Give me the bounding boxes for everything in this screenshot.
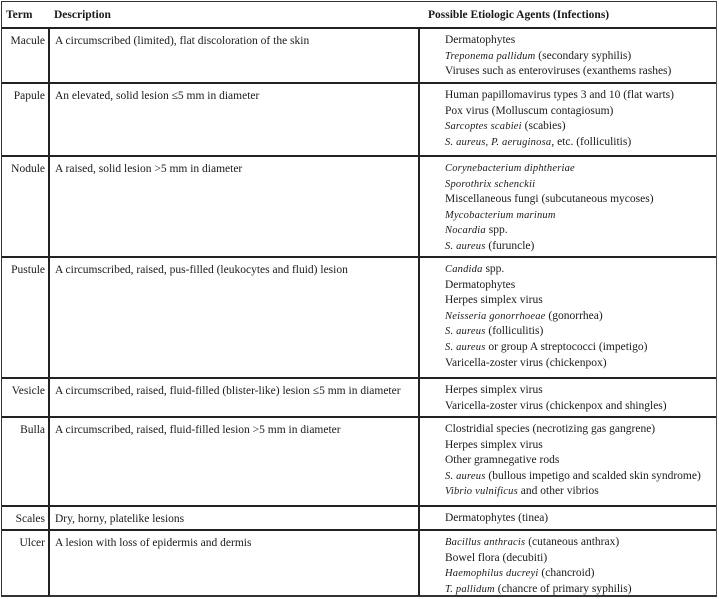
agent-item [445, 104, 716, 120]
agents-cell [420, 379, 716, 416]
agent-text: Herpes simplex virus [445, 294, 543, 307]
agent-item [445, 309, 716, 325]
agent-item [445, 223, 716, 239]
agent-item [445, 177, 716, 193]
agent-species-name: Nocardia [445, 225, 486, 237]
agent-species-name: S. aureus [445, 240, 486, 252]
description-cell: A circumscribed (limited), flat discoloration of the skin [50, 29, 420, 82]
agent-item [445, 535, 716, 551]
agent-species-name: T. pallidum [445, 583, 495, 595]
agent-species-name: Bacillus anthracis [445, 537, 526, 548]
agent-text: (scabies) [521, 120, 566, 133]
agent-species-name: Sporothrix schenckii [445, 178, 536, 190]
header-agents: Possible Etiologic Agents (Infections) [428, 9, 610, 21]
agent-text: Dermatophytes [445, 34, 516, 46]
table-row-nodule [2, 157, 716, 258]
agent-text: Herpes simplex virus [445, 438, 543, 451]
agent-text: Miscellaneous fungi (subcutaneous mycoses) [445, 193, 654, 206]
table-row-macule [2, 29, 716, 84]
agent-item [445, 64, 716, 80]
description-cell: A raised, solid lesion >5 mm in diameter [50, 157, 420, 256]
agent-item [445, 356, 716, 372]
agent-item [445, 383, 716, 399]
agent-text: Human papillomavirus types 3 and 10 (flat warts) [445, 89, 674, 101]
agents-cell [420, 418, 716, 505]
agent-item [445, 484, 716, 500]
table-row-ulcer [2, 531, 716, 596]
agents-cell [420, 531, 716, 596]
agent-item [445, 161, 716, 177]
term-cell: Papule [2, 84, 50, 155]
term-cell: Scales [2, 507, 50, 529]
agent-text: Clostridial species (necrotizing gas gangrene) [445, 423, 656, 435]
agent-item [445, 262, 716, 278]
agent-item [445, 49, 716, 65]
agent-species-name: S. aureus, P. aeruginosa [445, 136, 552, 148]
agent-text: Herpes simplex virus [445, 384, 543, 396]
agent-item [445, 293, 716, 309]
agent-item [445, 511, 716, 527]
table-row-pustule [2, 258, 716, 379]
agent-item [445, 469, 716, 485]
agent-text: Varicella-zoster virus (chickenpox) [445, 356, 607, 369]
agent-item [445, 438, 716, 454]
agent-text: (chancre of primary syphilis) [494, 582, 632, 595]
agent-text: Pox virus (Molluscum contagiosum) [445, 104, 614, 117]
agents-cell [420, 258, 716, 377]
term-cell: Vesicle [2, 379, 50, 416]
agent-text: (secondary syphilis) [535, 49, 632, 62]
agent-item [445, 582, 716, 598]
agent-item [445, 208, 716, 224]
description-cell: A circumscribed, raised, fluid-filled lesion >5 mm in diameter [50, 418, 420, 505]
term-cell: Macule [2, 29, 50, 82]
agent-text: (bullous impetigo and scalded skin syndrome) [485, 469, 701, 482]
agent-text: Dermatophytes [445, 278, 516, 291]
agent-species-name: Treponema pallidum [445, 50, 536, 62]
header-term: Term [6, 9, 33, 21]
agent-item [445, 399, 716, 415]
agent-text: Dermatophytes (tinea) [445, 512, 549, 524]
agent-species-name: Neisseria gonorrhoeae [445, 310, 546, 322]
description-cell: Dry, horny, platelike lesions [50, 507, 420, 529]
skin-lesions-table [1, 1, 717, 597]
term-cell: Ulcer [2, 531, 50, 596]
agents-cell [420, 29, 716, 82]
description-cell: A lesion with loss of epidermis and dermis [50, 531, 420, 596]
agents-cell [420, 157, 716, 256]
agent-item [445, 33, 716, 49]
agent-item [445, 551, 716, 567]
agent-text: (folliculitis) [485, 325, 544, 338]
agent-species-name: Mycobacterium marinum [445, 209, 556, 221]
agent-text: Viruses such as enteroviruses (exanthems rashes) [445, 65, 672, 78]
agent-species-name: Vibrio vulnificus [445, 486, 518, 498]
description-cell: A circumscribed, raised, pus-filled (leukocytes and fluid) lesion [50, 258, 420, 377]
agent-item [445, 453, 716, 469]
agent-item [445, 192, 716, 208]
agent-species-name: Candida [445, 264, 483, 275]
agent-item [445, 239, 716, 255]
agent-item [445, 340, 716, 356]
agent-text: or group A streptococci (impetigo) [485, 340, 648, 353]
agent-text: (gonorrhea) [545, 309, 603, 322]
agent-text: Bowel flora (decubiti) [445, 551, 548, 564]
agents-cell [420, 507, 716, 529]
agent-text: Varicella-zoster virus (chickenpox and shingles) [445, 399, 667, 412]
agent-species-name: Haemophilus ducreyi [445, 568, 539, 580]
table-row-vesicle [2, 379, 716, 418]
header-description: Description [54, 9, 111, 21]
agent-item [445, 324, 716, 340]
table-row-bulla [2, 418, 716, 507]
table-header-row [2, 2, 716, 29]
agent-item [445, 278, 716, 294]
agent-species-name: S. aureus [445, 341, 486, 353]
agent-text: Other gramnegative rods [445, 454, 560, 467]
agent-text: (cutaneous anthrax) [525, 536, 620, 548]
agent-item [445, 119, 716, 135]
description-cell: An elevated, solid lesion ≤5 mm in diameter [50, 84, 420, 155]
table-row-papule [2, 84, 716, 157]
agent-item [445, 422, 716, 438]
agent-species-name: Sarcoptes scabiei [445, 121, 522, 133]
term-cell: Pustule [2, 258, 50, 377]
agent-item [445, 135, 716, 151]
agent-item [445, 566, 716, 582]
agent-text: spp. [482, 263, 505, 275]
agent-text: (furuncle) [485, 239, 535, 252]
term-cell: Nodule [2, 157, 50, 256]
agent-item [445, 88, 716, 104]
table-row-scales [2, 507, 716, 531]
agent-species-name: Corynebacterium diphtheriae [445, 163, 575, 174]
agent-species-name: S. aureus [445, 470, 486, 482]
agent-text: , etc. (folliculitis) [551, 135, 632, 148]
agents-cell [420, 84, 716, 155]
term-cell: Bulla [2, 418, 50, 505]
agent-text: (chancroid) [538, 567, 595, 580]
agent-text: and other vibrios [517, 485, 599, 498]
description-cell: A circumscribed, raised, fluid-filled (blister-like) lesion ≤5 mm in diameter [50, 379, 420, 416]
agent-species-name: S. aureus [445, 326, 486, 338]
agent-text: spp. [485, 224, 508, 237]
